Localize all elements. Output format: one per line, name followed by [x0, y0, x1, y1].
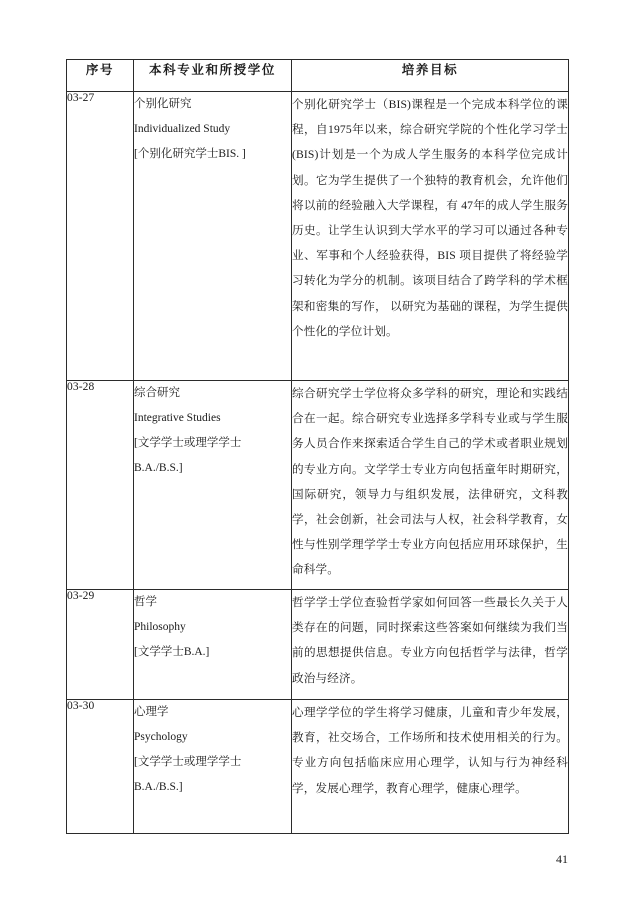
major-name-en: Philosophy	[134, 621, 186, 633]
row-goal-cell: 哲学学士学位查验哲学家如何回答一些最长久关于人类存在的问题，同时探索这些答案如何继续为我们当前的思想提供信息。专业方向包括哲学与法律，哲学政治与经济。	[292, 590, 569, 700]
column-header-no: 序号	[67, 60, 134, 92]
table-header-row	[67, 60, 569, 92]
row-goal-cell: 综合研究学士学位将众多学科的研究，理论和实践结合在一起。综合研究专业选择多学科专业或与学生服务人员合作来探索适合学生自己的学术或者职业规划的专业方向。文学学士专业方向包括童年时期研究，国际研究，领导力与组织发展，法律研究，文科教学，社会创新，社会司法与人权，社会科学教育，女性与性别学理学学士专业方向包括应用环球保护，生命科学。	[292, 381, 569, 590]
column-header-major: 本科专业和所授学位	[134, 60, 292, 92]
major-name-en: Psychology	[134, 731, 188, 743]
row-number-cell: 03-28	[67, 381, 134, 590]
row-number-cell: 03-30	[67, 700, 134, 834]
row-major-cell	[134, 700, 292, 834]
major-name-cn: 哲学	[134, 596, 157, 608]
row-number-cell: 03-29	[67, 590, 134, 700]
major-degree-cont: B.A./B.S.]	[134, 462, 183, 474]
degree-programs-table	[66, 59, 569, 834]
major-name-cn: 心理学	[134, 706, 169, 718]
table-body	[67, 92, 569, 834]
page-number: 41	[556, 852, 568, 866]
column-header-goal: 培养目标	[292, 60, 569, 92]
major-degree: [文学学士B.A.]	[134, 646, 210, 658]
major-name-cn: 综合研究	[134, 387, 180, 399]
table-row	[67, 381, 569, 590]
row-major-cell	[134, 381, 292, 590]
table-row	[67, 700, 569, 834]
major-name-en: Individualized Study	[134, 123, 231, 135]
row-goal-cell: 个别化研究学士（BIS)课程是一个完成本科学位的课程，自1975年以来，综合研究学院的个性化学习学士(BIS)计划是一个为成人学生服务的本科学位完成计划。它为学生提供了一个独特的教育机会，允许他们将以前的经验融入大学课程，有 47年的成人学生服务历史。让学生认识到大学水平的学习可以通过各种专业、军事和个人经验获得，BIS 项目提供了将经验学习转化为学分的机制。该项目结合了跨学科的学术框架和密集的写作， 以研究为基础的课程，为学生提供个性化的学位计划。	[292, 92, 569, 381]
row-major-cell	[134, 590, 292, 700]
row-major-cell	[134, 92, 292, 381]
table-row	[67, 92, 569, 381]
table-row	[67, 590, 569, 700]
row-goal-cell: 心理学学位的学生将学习健康，儿童和青少年发展，教育，社交场合，工作场所和技术使用相关的行为。专业方向包括临床应用心理学，认知与行为神经科学，发展心理学，教育心理学，健康心理学。	[292, 700, 569, 834]
major-degree-cont: B.A./B.S.]	[134, 781, 183, 793]
major-name-en: Integrative Studies	[134, 412, 221, 424]
table-header	[67, 60, 569, 92]
major-degree: [文学学士或理学学士	[134, 756, 242, 768]
row-number-cell: 03-27	[67, 92, 134, 381]
major-degree: [个别化研究学士BIS. ]	[134, 148, 246, 160]
major-name-cn: 个别化研究	[134, 98, 192, 110]
major-degree: [文学学士或理学学士	[134, 437, 242, 449]
